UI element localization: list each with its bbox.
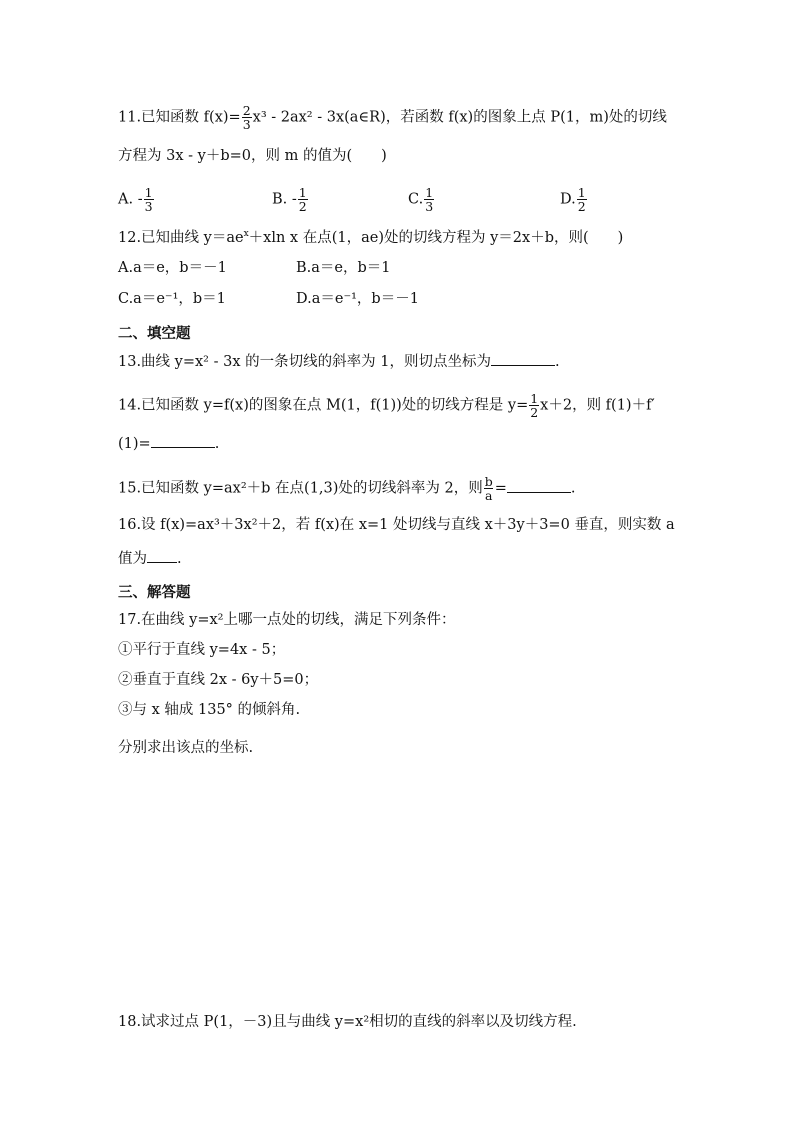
q17-condition-3: ③与 x 轴成 135° 的倾斜角.: [118, 702, 301, 718]
option-label: D.: [560, 191, 576, 208]
q14-fraction: [529, 392, 539, 419]
option-label: A. -: [118, 191, 143, 208]
q13-end: .: [554, 354, 560, 370]
answer-blank[interactable]: [151, 433, 215, 448]
q15-end: .: [570, 480, 576, 497]
option-denominator: 2: [298, 199, 307, 214]
option-fraction: [144, 186, 154, 213]
option-label: C.: [408, 191, 424, 208]
q18-line: 18.试求过点 P(1，－3)且与曲线 y=x²相切的直线的斜率以及切线方程.: [118, 1014, 577, 1030]
q11-line1: [118, 104, 667, 131]
q17-condition-2: ②垂直于直线 2x - 6y＋5=0；: [118, 672, 319, 688]
q11-fraction-numerator: 2: [242, 103, 251, 118]
q15-fraction: [484, 475, 494, 502]
q14-end: .: [214, 436, 220, 452]
option-numerator: 1: [577, 185, 586, 200]
q15-fraction-numerator: b: [484, 474, 493, 489]
section-heading-fill-in: 二、填空题: [118, 325, 191, 342]
q11-option-b: [272, 186, 309, 213]
q13-text: 13.曲线 y=x² - 3x 的一条切线的斜率为 1，则切点坐标为: [118, 354, 491, 370]
section-heading-solutions: 三、解答题: [118, 584, 191, 601]
option-denominator: 3: [144, 199, 153, 214]
option-numerator: 1: [425, 185, 434, 200]
q14-fraction-denominator: 2: [530, 405, 539, 420]
q16-line1: 16.设 f(x)=ax³＋3x²＋2，若 f(x)在 x=1 处切线与直线 x＋3y＋3=0 垂直，则实数 a: [118, 517, 675, 533]
q17-instruction: 分别求出该点的坐标.: [118, 740, 254, 756]
option-denominator: 2: [577, 199, 586, 214]
q15-text-part1: 15.已知函数 y=ax²＋b 在点(1,3)处的切线斜率为 2，则: [118, 480, 483, 497]
q17-line1: 17.在曲线 y=x²上哪一点处的切线，满足下列条件：: [118, 612, 456, 628]
q16-end: .: [177, 551, 182, 567]
q12-option-d: D.a＝e⁻¹，b＝－1: [296, 291, 419, 307]
option-numerator: 1: [298, 185, 307, 200]
option-fraction: [577, 186, 587, 213]
q11-option-c: [408, 186, 435, 213]
q13-line: [118, 351, 560, 372]
option-fraction: [424, 186, 434, 213]
q14-text-part1: 14.已知函数 y=f(x)的图象在点 M(1，f(1))处的切线方程是 y=: [118, 397, 529, 414]
q11-option-a: [118, 186, 155, 213]
q11-fraction: [242, 104, 252, 131]
q14-line2: [118, 433, 219, 454]
q11-text-part1: 11.已知函数 f(x)=: [118, 109, 241, 126]
option-numerator: 1: [144, 185, 153, 200]
q11-line2: 方程为 3x - y＋b=0，则 m 的值为( ): [118, 148, 387, 164]
q16-line2: [118, 548, 182, 569]
option-denominator: 3: [425, 199, 434, 214]
q11-text-part2: x³ - 2ax² - 3x(a∈R)，若函数 f(x)的图象上点 P(1，m)处的切线: [252, 109, 667, 126]
q12-option-b: B.a＝e，b＝1: [296, 260, 391, 276]
q16-line2-text: 值为: [118, 551, 147, 567]
option-label: B. -: [272, 191, 297, 208]
q12-option-a: A.a＝e，b＝－1: [118, 260, 227, 276]
q14-line2-text: (1)=: [118, 436, 151, 452]
q17-condition-1: ①平行于直线 y=4x - 5；: [118, 642, 286, 658]
answer-blank[interactable]: [147, 548, 177, 563]
q15-fraction-denominator: a: [485, 488, 493, 503]
q12-option-c: C.a＝e⁻¹，b＝1: [118, 291, 226, 307]
q11-option-d: [560, 186, 588, 213]
q12-text-part1: 12.已知曲线 y＝ae: [118, 230, 244, 246]
option-fraction: [298, 186, 308, 213]
q11-fraction-denominator: 3: [242, 117, 251, 132]
q14-text-part2: x＋2，则 f(1)＋f′: [540, 397, 655, 414]
q12-text-part2: ＋xln x 在点(1，ae)处的切线方程为 y＝2x＋b，则( ): [248, 230, 624, 246]
q12-superscript: x: [243, 229, 249, 239]
q12-line1: [118, 228, 623, 248]
q15-line: [118, 475, 576, 502]
q14-line1: [118, 392, 655, 419]
q14-fraction-numerator: 1: [530, 391, 539, 406]
answer-blank[interactable]: [507, 478, 571, 493]
answer-blank[interactable]: [491, 351, 555, 366]
q15-text-part2: =: [494, 480, 507, 497]
